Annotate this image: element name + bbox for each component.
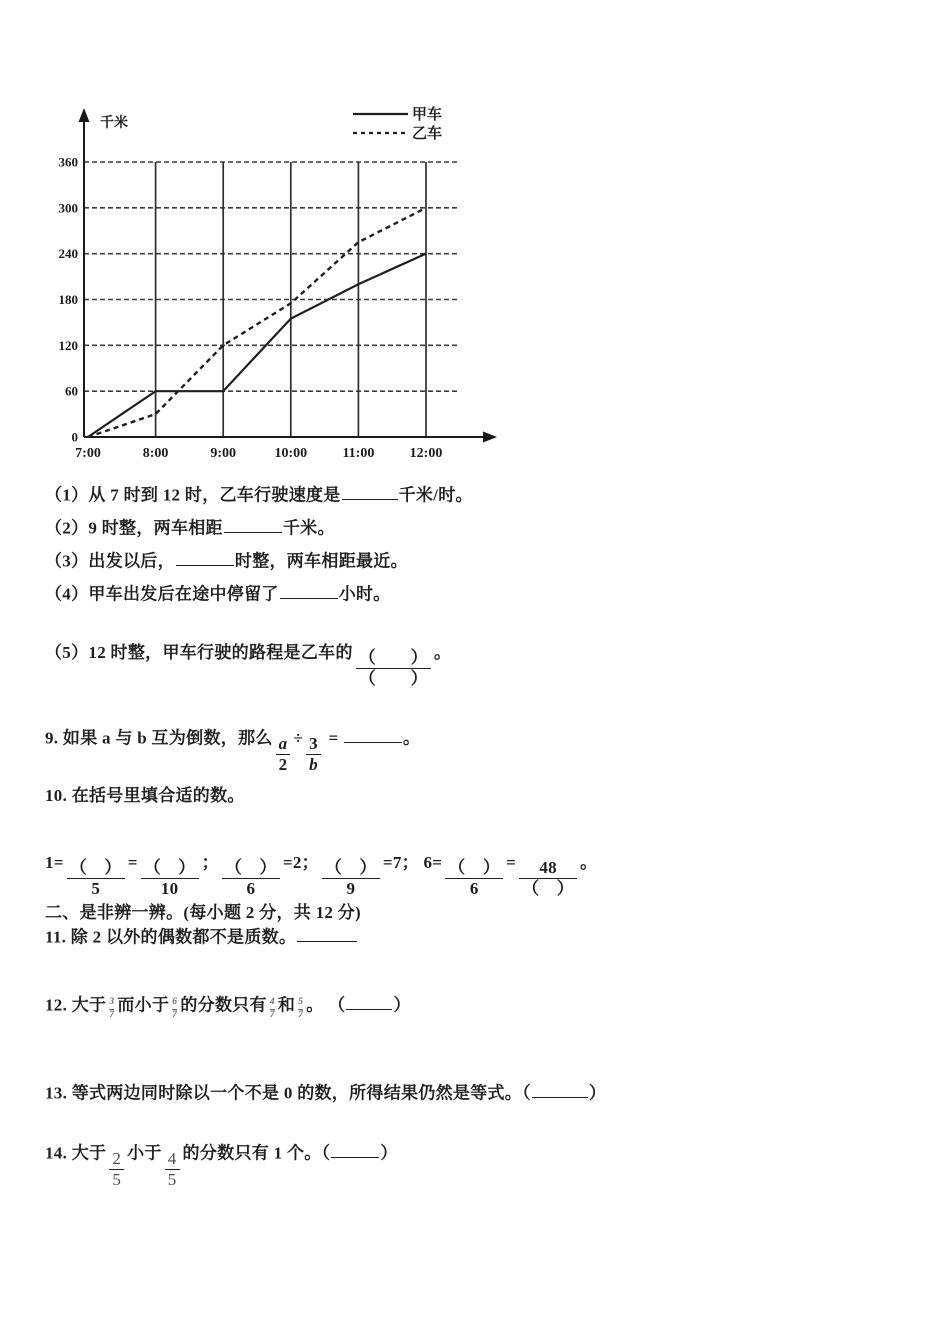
fraction-denominator: 5: [167, 1169, 177, 1189]
text-run: 9. 如果 a 与 b 互为倒数，那么: [45, 728, 273, 748]
text-run: （1）从 7 时到 12 时，乙车行驶速度是: [45, 485, 341, 505]
answer-blank: [532, 1081, 588, 1098]
text-run: =7； 6=: [382, 853, 443, 872]
answer-blank: [297, 925, 357, 942]
small-fraction: [298, 998, 303, 1020]
fraction: [276, 735, 291, 774]
text-run: 。: [580, 853, 598, 872]
text-run: =: [127, 853, 138, 872]
question-8-sub-4: [45, 582, 391, 606]
fraction-numerator: 6: [172, 997, 178, 1008]
text-run: 的分数只有: [180, 995, 267, 1015]
fraction: [322, 859, 380, 898]
text-run: 。 （: [306, 995, 346, 1015]
fraction-numerator: （ ）: [448, 858, 501, 878]
horizontal-gridlines: [84, 162, 460, 391]
fraction-numerator: 3: [109, 997, 115, 1008]
fraction-denominator: 7: [172, 1009, 178, 1020]
fraction-denominator: 7: [298, 1009, 304, 1020]
text-run: 11. 除 2 以外的偶数都不是质数。: [45, 927, 297, 947]
svg-text:11:00: 11:00: [342, 446, 375, 461]
text-run: 而小于: [117, 995, 170, 1015]
svg-text:120: 120: [58, 337, 78, 353]
text-run: ）: [588, 1083, 607, 1103]
fraction-numerator: （ ）: [358, 648, 428, 668]
svg-text:360: 360: [58, 154, 78, 170]
answer-blank: [342, 483, 398, 500]
axes: [79, 108, 498, 443]
fraction-denominator: 6: [469, 879, 479, 899]
fraction-denominator: 2: [278, 754, 288, 774]
legend-label: 甲车: [412, 107, 443, 123]
fraction: [109, 1150, 124, 1189]
text-run: ）: [380, 1143, 398, 1163]
text-run: 小于: [127, 1143, 162, 1163]
answer-blank: [224, 516, 282, 533]
text-run: 千米/时。: [398, 485, 473, 505]
legend-label: 乙车: [412, 126, 443, 142]
svg-text:9:00: 9:00: [210, 446, 237, 461]
question-10-header: [45, 784, 245, 808]
fraction-numerator: a: [278, 733, 288, 753]
question-14: [45, 1141, 398, 1188]
svg-text:60: 60: [65, 383, 78, 399]
text-run: （2）9 时整，两车相距: [45, 518, 223, 538]
fraction: [306, 735, 321, 774]
small-fraction: [109, 998, 114, 1020]
fraction-numerator: （ ）: [324, 858, 377, 878]
fraction-numerator: 4: [269, 997, 275, 1008]
fraction-numerator: （ ）: [224, 858, 277, 878]
answer-blank: [331, 1141, 379, 1158]
text-run: 二、是非辨一辨。(每小题 2 分，共 12 分): [45, 903, 362, 922]
text-run: =: [323, 728, 344, 748]
text-run: ）: [393, 995, 411, 1015]
svg-text:12:00: 12:00: [409, 446, 443, 461]
text-run: （4）甲车出发后在途中停留了: [45, 584, 279, 604]
text-run: 和: [277, 995, 296, 1015]
fraction-denominator: 10: [160, 879, 179, 899]
text-run: 。: [433, 643, 452, 662]
text-run: ÷: [293, 728, 304, 748]
fraction-denominator: 9: [346, 879, 356, 899]
fraction: [445, 859, 503, 898]
question-11: [45, 925, 358, 949]
question-8-sub-5: [45, 641, 451, 688]
answer-blank: [344, 726, 402, 743]
text-run: 的分数只有 1 个。（: [182, 1143, 331, 1163]
fraction-numerator: 48: [539, 858, 557, 878]
small-fraction: [172, 998, 177, 1020]
text-run: =: [506, 853, 517, 872]
section-2-header: [45, 901, 361, 925]
x-tick-labels: [75, 446, 442, 461]
question-12: [45, 993, 411, 1020]
fraction-denominator: 7: [109, 1009, 115, 1020]
text-run: 小时。: [338, 584, 391, 604]
text-run: ；: [201, 853, 219, 872]
fraction-numerator: （ ）: [143, 858, 196, 878]
text-run: （5）12 时整，甲车行驶的路程是乙车的: [45, 643, 353, 662]
svg-text:10:00: 10:00: [274, 446, 308, 461]
fraction-denominator: 7: [269, 1009, 275, 1020]
fraction: [141, 859, 199, 898]
question-8-sub-2: [45, 516, 335, 540]
question-13: [45, 1081, 606, 1105]
fraction-denominator: （ ）: [358, 669, 428, 689]
fraction-numerator: 3: [309, 733, 318, 753]
fraction: [519, 859, 577, 898]
fraction: [356, 649, 431, 688]
text-run: 12. 大于: [45, 995, 107, 1015]
answer-blank: [176, 549, 234, 566]
svg-text:300: 300: [58, 200, 78, 216]
question-8-sub-1: [45, 483, 473, 507]
question-8-sub-3: [45, 549, 408, 573]
text-run: =2；: [282, 853, 319, 872]
text-run: 14. 大于: [45, 1143, 107, 1163]
text-run: 。: [403, 728, 421, 748]
text-run: 13. 等式两边同时除以一个不是 0 的数，所得结果仍然是等式。（: [45, 1083, 531, 1103]
fraction-numerator: 2: [112, 1148, 122, 1168]
fraction-denominator: （ ）: [522, 879, 575, 899]
y-tick-labels: [59, 155, 79, 445]
y-axis-label: 千米: [100, 116, 128, 131]
question-10-equation: [45, 851, 597, 898]
svg-text:180: 180: [58, 292, 78, 307]
answer-blank: [346, 993, 392, 1010]
fraction-numerator: 4: [167, 1148, 177, 1168]
chart-legend: [353, 105, 442, 142]
small-fraction: [270, 998, 275, 1020]
fraction-denominator: 5: [112, 1169, 122, 1189]
distance-time-chart: [0, 0, 950, 480]
svg-text:240: 240: [58, 246, 78, 262]
answer-blank: [280, 582, 338, 599]
fraction-denominator: 5: [91, 879, 101, 899]
svg-text:0: 0: [71, 429, 78, 445]
fraction-denominator: 6: [246, 879, 256, 899]
fraction-numerator: 5: [298, 997, 304, 1008]
fraction: [165, 1150, 180, 1189]
fraction: [67, 859, 125, 898]
text-run: 1=: [45, 853, 64, 872]
text-run: 千米。: [282, 518, 335, 538]
text-run: （3）出发以后，: [45, 551, 175, 571]
svg-text:7:00: 7:00: [75, 446, 101, 461]
text-run: 时整，两车相距最近。: [234, 551, 408, 571]
fraction-numerator: （ ）: [69, 858, 122, 878]
svg-text:8:00: 8:00: [142, 446, 169, 461]
question-9: [45, 726, 420, 773]
fraction-denominator: b: [309, 754, 318, 774]
fraction: [222, 859, 280, 898]
text-run: 10. 在括号里填合适的数。: [45, 786, 245, 805]
